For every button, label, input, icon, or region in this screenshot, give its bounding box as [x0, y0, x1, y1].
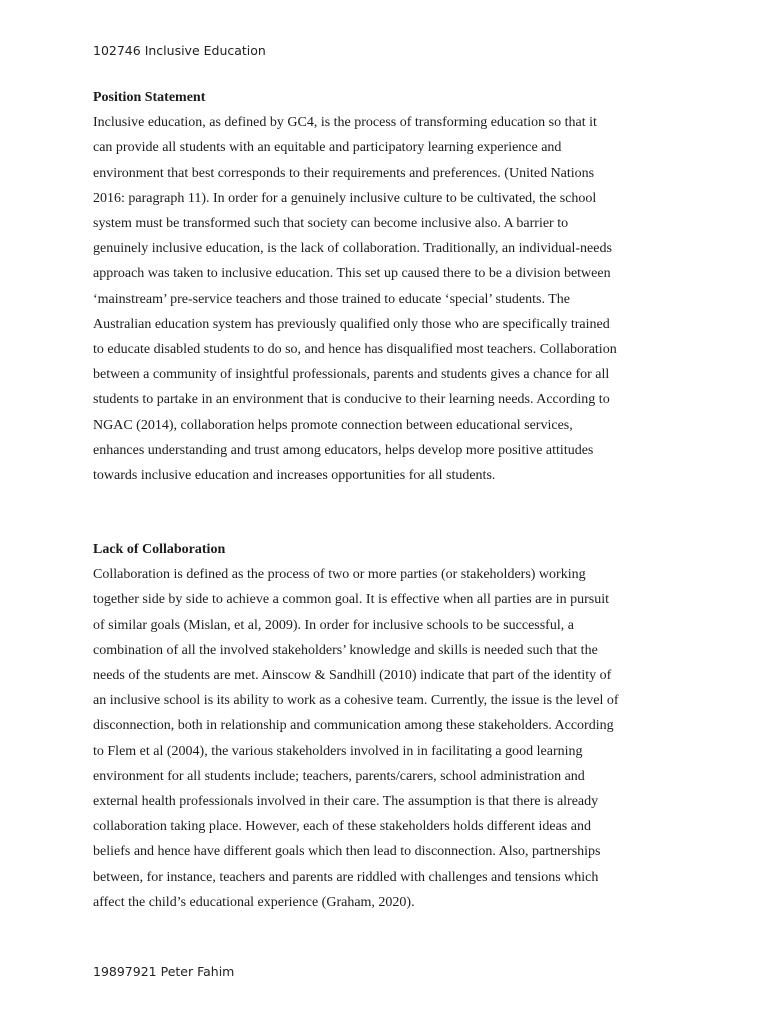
text-line: can provide all students with an equitable and participatory learning experience and	[93, 140, 562, 156]
text-line: 2016: paragraph 11). In order for a genuinely inclusive culture to be cultivated, the school	[93, 190, 597, 206]
section-heading: Position Statement	[93, 90, 206, 105]
text-line: approach was taken to inclusive education. This set up caused there to be a division between	[93, 266, 611, 282]
text-line: Inclusive education, as defined by GC4, is the process of transforming education so that it	[93, 115, 597, 131]
text-line: Collaboration is defined as the process of two or more parties (or stakeholders) working	[93, 567, 586, 583]
text-line: system must be transformed such that society can become inclusive also. A barrier to	[93, 216, 569, 232]
text-line: towards inclusive education and increases opportunities for all students.	[93, 468, 496, 484]
text-line: between, for instance, teachers and parents are riddled with challenges and tensions which	[93, 869, 599, 885]
text-line: combination of all the involved stakeholders’ knowledge and skills is needed such that the	[93, 642, 598, 658]
section-position-statement	[93, 85, 617, 488]
text-line: beliefs and hence have different goals which then lead to disconnection. Also, partnerships	[93, 844, 601, 860]
text-line: an inclusive school is its ability to work as a cohesive team. Currently, the issue is the level of	[93, 693, 619, 709]
text-line: between a community of insightful professionals, parents and students gives a chance for all	[93, 367, 610, 383]
text-line: students to partake in an environment that is conducive to their learning needs. According to	[93, 392, 610, 408]
text-line: enhances understanding and trust among educators, helps develop more positive attitudes	[93, 442, 594, 458]
text-line: to educate disabled students to do so, and hence has disqualified most teachers. Collaboration	[93, 342, 617, 358]
section-heading: Lack of Collaboration	[93, 542, 226, 557]
text-line: environment that best corresponds to their requirements and preferences. (United Nations	[93, 165, 595, 181]
text-line: to Flem et al (2004), the various stakeholders involved in in facilitating a good learning	[93, 743, 583, 759]
text-line: together side by side to achieve a common goal. It is effective when all parties are in pursuit	[93, 592, 610, 608]
section-body	[93, 562, 619, 915]
text-line: collaboration taking place. However, each of these stakeholders holds different ideas and	[93, 819, 591, 835]
text-line: affect the child’s educational experience (Graham, 2020).	[93, 894, 415, 910]
page-footer: 19897921 Peter Fahim	[93, 964, 235, 979]
text-line: Australian education system has previously qualified only those who are specifically trained	[93, 316, 610, 332]
text-line: disconnection, both in relationship and communication among these stakeholders. According	[93, 718, 614, 734]
section-lack-of-collaboration	[93, 537, 619, 915]
text-line: of similar goals (Mislan, et al, 2009). In order for inclusive schools to be successful, a	[93, 617, 574, 633]
text-line: genuinely inclusive education, is the lack of collaboration. Traditionally, an individual-needs	[93, 241, 612, 257]
section-body	[93, 110, 617, 488]
text-line: external health professionals involved in their care. The assumption is that there is already	[93, 794, 599, 810]
text-line: NGAC (2014), collaboration helps promote connection between educational services,	[93, 417, 573, 433]
page-header: 102746 Inclusive Education	[93, 43, 266, 58]
text-line: ‘mainstream’ pre-service teachers and those trained to educate ‘special’ students. The	[93, 291, 570, 307]
text-line: environment for all students include; teachers, parents/carers, school administration and	[93, 768, 585, 784]
text-line: needs of the students are met. Ainscow & Sandhill (2010) indicate that part of the identity of	[93, 668, 612, 684]
